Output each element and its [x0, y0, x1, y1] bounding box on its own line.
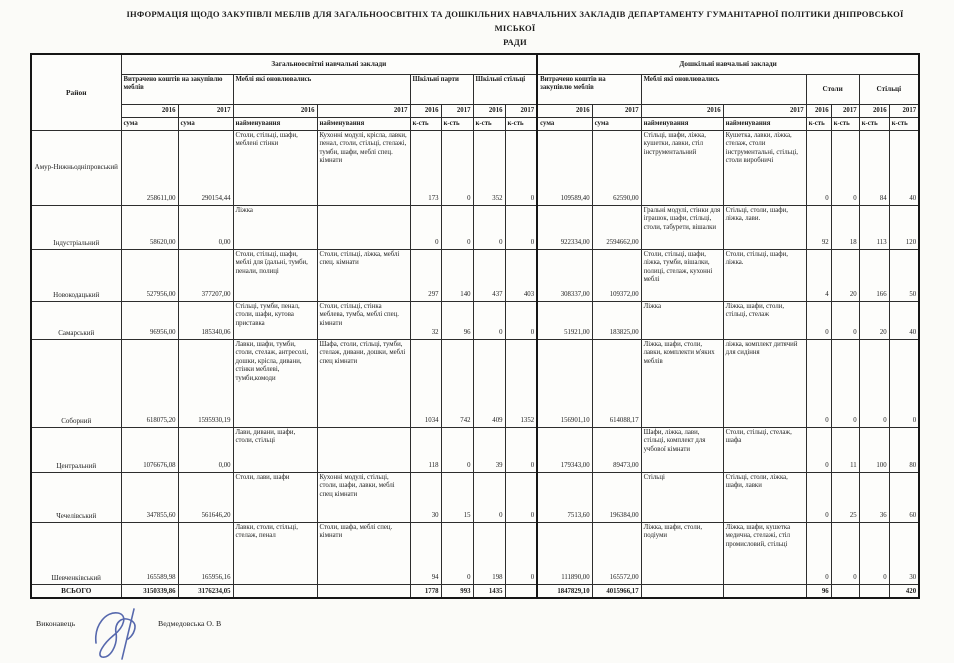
cell-preschool-tables-2016: 92 [806, 205, 831, 249]
table-row [31, 427, 919, 472]
cell-preschool-chairs-2016: 20 [859, 301, 889, 339]
cell-school-furn-2016: Ліжка [233, 205, 317, 249]
cell-school-chairs-2017: 1352 [505, 339, 537, 427]
col-header-preschool-spent: Витрачено коштів на закупівлю меблів [537, 74, 641, 104]
year-cell: 2016 [121, 104, 178, 117]
cell-preschool-spent-2017: 165572,00 [592, 522, 641, 584]
cell-school-desks-2017: 0 [441, 205, 473, 249]
cell-preschool-spent-2016: 51921,00 [537, 301, 592, 339]
cell-school-chairs-2016: 0 [473, 472, 505, 522]
cell-preschool-spent-2017: 62590,00 [592, 130, 641, 205]
table-row [31, 339, 919, 427]
table-row [31, 130, 919, 205]
table-row [31, 249, 919, 301]
cell-school-furn-2017: Шафа, столи, стільці, тумби, стелаж, дивани, дошки, меблі спец кімнати [317, 339, 410, 427]
cell-region: Чечелівський [31, 472, 121, 522]
cell-preschool-furn-2017: Столи, стільці, шафи, ліжка. [723, 249, 806, 301]
cell-school-desks-2016: 94 [410, 522, 441, 584]
measure-cell: к-сть [410, 117, 441, 130]
cell-preschool-furn-2017: Кушетка, лавки, ліжка, стелаж, столи інструментальні, стільці, столи виробничі [723, 130, 806, 205]
cell-preschool-tables-2017: 0 [831, 522, 859, 584]
cell-school-furn-2016 [233, 584, 317, 598]
table-row [31, 301, 919, 339]
cell-school-furn-2016: Стільці, тумби, пенал, столи, шафи, кутова приставка [233, 301, 317, 339]
cell-school-desks-2017: 742 [441, 339, 473, 427]
cell-region: ВСЬОГО [31, 584, 121, 598]
cell-school-furn-2017 [317, 427, 410, 472]
measure-cell: сума [178, 117, 233, 130]
cell-school-spent-2017: 377207,00 [178, 249, 233, 301]
cell-school-furn-2016: Столи, стільці, шафи, меблені стінки [233, 130, 317, 205]
cell-school-furn-2017: Столи, стільці, стінка меблева, тумба, меблі спец. кімнати [317, 301, 410, 339]
cell-preschool-chairs-2017: 80 [889, 427, 919, 472]
col-header-school-spent: Витрачено коштів на закупівлю меблів [121, 74, 233, 104]
signature [88, 605, 158, 661]
cell-school-chairs-2017: 0 [505, 130, 537, 205]
cell-school-furn-2016: Лавки, шафи, тумби, столи, стелаж, антресолі, дошки, крісла, дивани, стінки меблеві, тумби,комоди [233, 339, 317, 427]
cell-preschool-tables-2016: 96 [806, 584, 831, 598]
document-footer [36, 613, 954, 663]
col-header-preschool-furniture: Меблі які оновлювались [641, 74, 806, 104]
cell-preschool-chairs-2016 [859, 584, 889, 598]
cell-school-chairs-2017: 403 [505, 249, 537, 301]
year-cell: 2016 [641, 104, 723, 117]
cell-preschool-furn-2017: Столи, стільці, стелаж, шафа [723, 427, 806, 472]
cell-preschool-spent-2017: 614088,17 [592, 339, 641, 427]
cell-preschool-furn-2016: Стільці [641, 472, 723, 522]
group-header-preschool: Дошкільні навчальні заклади [537, 54, 919, 74]
cell-school-desks-2017: 0 [441, 130, 473, 205]
measure-cell: к-сть [831, 117, 859, 130]
cell-preschool-furn-2016: Ліжка [641, 301, 723, 339]
table-row [31, 472, 919, 522]
cell-school-chairs-2017: 0 [505, 205, 537, 249]
cell-region: Амур-Нижньодніпровський [31, 130, 121, 205]
total-row [31, 584, 919, 598]
document-title-line2: РАДИ [503, 36, 527, 47]
cell-school-furn-2016: Лави, дивани, шафи, столи, стільці [233, 427, 317, 472]
col-header-school-chairs: Шкільні стільці [473, 74, 537, 104]
cell-preschool-furn-2016: Ліжка, шафи, столи, подіуми [641, 522, 723, 584]
cell-school-spent-2016: 347855,60 [121, 472, 178, 522]
cell-school-furn-2017: Столи, стільці, ліжка, меблі спец. кімнати [317, 249, 410, 301]
document-title-line1: ІНФОРМАЦІЯ ЩОДО ЗАКУПІВЛІ МЕБЛІВ ДЛЯ ЗАГАЛЬНООСВІТНІХ ТА ДОШКІЛЬНИХ НАВЧАЛЬНИХ ЗАКЛАДІВ ДЕПАРТАМЕНТУ ГУМАНІТАРНОЇ ПОЛІТИКИ ДНІПРОВСЬКОЇ МІСЬКОЇ [126, 9, 904, 33]
cell-school-chairs-2016: 409 [473, 339, 505, 427]
cell-school-furn-2017 [317, 205, 410, 249]
year-cell: 2016 [473, 104, 505, 117]
group-header-school: Загальноосвітні навчальні заклади [121, 54, 537, 74]
cell-school-spent-2017: 290154,44 [178, 130, 233, 205]
cell-school-desks-2017: 0 [441, 522, 473, 584]
cell-preschool-tables-2017: 20 [831, 249, 859, 301]
cell-school-furn-2016: Столи, лави, шафи [233, 472, 317, 522]
cell-region: Новокодацький [31, 249, 121, 301]
measure-cell: к-сть [473, 117, 505, 130]
cell-school-desks-2016: 30 [410, 472, 441, 522]
cell-school-spent-2016: 3150339,86 [121, 584, 178, 598]
cell-school-spent-2016: 58620,00 [121, 205, 178, 249]
cell-preschool-chairs-2016: 0 [859, 522, 889, 584]
cell-preschool-tables-2016: 0 [806, 427, 831, 472]
cell-preschool-spent-2017: 89473,00 [592, 427, 641, 472]
cell-school-spent-2016: 165589,98 [121, 522, 178, 584]
year-cell: 2016 [859, 104, 889, 117]
cell-school-spent-2017: 3176234,05 [178, 584, 233, 598]
cell-preschool-spent-2016: 1847829,10 [537, 584, 592, 598]
cell-school-furn-2017: Кухонні модулі, крісла, лавки, пенал, столи, стільці, стелажі, тумби, шафи, меблі спец. кімнати [317, 130, 410, 205]
year-cell: 2016 [233, 104, 317, 117]
cell-school-furn-2017 [317, 584, 410, 598]
cell-school-desks-2016: 173 [410, 130, 441, 205]
cell-preschool-spent-2017: 183825,00 [592, 301, 641, 339]
table-body [31, 130, 919, 598]
cell-school-desks-2016: 1034 [410, 339, 441, 427]
cell-school-desks-2017: 993 [441, 584, 473, 598]
year-cell: 2017 [317, 104, 410, 117]
cell-preschool-chairs-2017: 420 [889, 584, 919, 598]
cell-preschool-chairs-2016: 166 [859, 249, 889, 301]
cell-preschool-chairs-2017: 50 [889, 249, 919, 301]
cell-preschool-chairs-2016: 0 [859, 339, 889, 427]
cell-school-desks-2017: 140 [441, 249, 473, 301]
cell-preschool-spent-2017: 109372,00 [592, 249, 641, 301]
col-header-school-desks: Шкільні парти [410, 74, 473, 104]
data-table [30, 53, 920, 599]
year-cell: 2016 [537, 104, 592, 117]
cell-preschool-furn-2017: Стільці, столи, шафи, ліжка, лави. [723, 205, 806, 249]
cell-region: Шевченківський [31, 522, 121, 584]
cell-region: Самарський [31, 301, 121, 339]
cell-preschool-furn-2016: Стільці, шафи, ліжка, кушетки, лавки, стіл інструментальний [641, 130, 723, 205]
measure-cell: к-сть [889, 117, 919, 130]
cell-preschool-furn-2017: Стільці, столи, ліжка, шафи, лавки [723, 472, 806, 522]
executor-label: Виконавець [36, 619, 76, 629]
cell-preschool-tables-2016: 0 [806, 522, 831, 584]
cell-preschool-chairs-2017: 60 [889, 472, 919, 522]
cell-school-furn-2017: Столи, шафа, меблі спец. кімнати [317, 522, 410, 584]
cell-school-furn-2017: Кухонні модулі, стільці, столи, шафи, лавки, меблі спец кімнати [317, 472, 410, 522]
cell-preschool-furn-2016: Шафи, ліжка, лави, стільці, комплект для учбової кімнати [641, 427, 723, 472]
cell-preschool-tables-2017 [831, 584, 859, 598]
cell-school-desks-2016: 297 [410, 249, 441, 301]
measure-cell: к-сть [806, 117, 831, 130]
measure-cell: к-сть [441, 117, 473, 130]
year-cell: 2017 [592, 104, 641, 117]
cell-school-desks-2016: 32 [410, 301, 441, 339]
measure-cell: найменування [641, 117, 723, 130]
cell-school-desks-2017: 0 [441, 427, 473, 472]
cell-preschool-spent-2017: 2594662,00 [592, 205, 641, 249]
cell-region: Центральний [31, 427, 121, 472]
cell-preschool-chairs-2016: 36 [859, 472, 889, 522]
cell-school-spent-2016: 527956,00 [121, 249, 178, 301]
measure-cell: найменування [233, 117, 317, 130]
cell-school-spent-2016: 618075,20 [121, 339, 178, 427]
year-cell: 2016 [410, 104, 441, 117]
cell-school-chairs-2017: 0 [505, 301, 537, 339]
cell-preschool-tables-2016: 4 [806, 249, 831, 301]
cell-preschool-spent-2016: 156901,10 [537, 339, 592, 427]
cell-school-desks-2016: 1778 [410, 584, 441, 598]
measure-row [31, 117, 919, 130]
cell-preschool-tables-2017: 18 [831, 205, 859, 249]
cell-school-desks-2017: 96 [441, 301, 473, 339]
year-cell: 2017 [723, 104, 806, 117]
cell-preschool-spent-2016: 109589,40 [537, 130, 592, 205]
cell-school-chairs-2016: 0 [473, 205, 505, 249]
cell-preschool-tables-2017: 0 [831, 301, 859, 339]
year-cell: 2016 [806, 104, 831, 117]
cell-preschool-chairs-2017: 30 [889, 522, 919, 584]
cell-region: Соборний [31, 339, 121, 427]
cell-preschool-furn-2017: Ліжка, шафи, кушетка медична, стелажі, стіл промисловий, стільці [723, 522, 806, 584]
cell-school-chairs-2016: 1435 [473, 584, 505, 598]
cell-school-chairs-2017: 0 [505, 472, 537, 522]
col-header-preschool-tables: Столи [806, 74, 859, 104]
cell-preschool-spent-2016: 111890,00 [537, 522, 592, 584]
document-title [110, 8, 920, 49]
cell-preschool-tables-2016: 0 [806, 130, 831, 205]
cell-preschool-chairs-2017: 40 [889, 130, 919, 205]
cell-school-spent-2017: 0,00 [178, 205, 233, 249]
cell-preschool-chairs-2017: 0 [889, 339, 919, 427]
year-cell: 2017 [831, 104, 859, 117]
cell-school-spent-2016: 258611,00 [121, 130, 178, 205]
cell-school-desks-2016: 118 [410, 427, 441, 472]
cell-preschool-furn-2017: ліжка, комплект дитячий для сидіння [723, 339, 806, 427]
cell-school-spent-2017: 165956,16 [178, 522, 233, 584]
cell-preschool-chairs-2016: 84 [859, 130, 889, 205]
table-row [31, 522, 919, 584]
cell-preschool-furn-2017 [723, 584, 806, 598]
cell-school-chairs-2016: 352 [473, 130, 505, 205]
cell-preschool-chairs-2017: 40 [889, 301, 919, 339]
cell-preschool-spent-2016: 7513,60 [537, 472, 592, 522]
cell-school-spent-2016: 96956,00 [121, 301, 178, 339]
cell-preschool-spent-2016: 308337,00 [537, 249, 592, 301]
year-row [31, 104, 919, 117]
cell-school-chairs-2016: 198 [473, 522, 505, 584]
cell-preschool-furn-2016 [641, 584, 723, 598]
col-header-region: Район [31, 54, 121, 130]
measure-cell: сума [537, 117, 592, 130]
cell-preschool-spent-2017: 196384,00 [592, 472, 641, 522]
cell-school-spent-2017: 561646,20 [178, 472, 233, 522]
cell-preschool-tables-2016: 0 [806, 339, 831, 427]
cell-preschool-chairs-2016: 100 [859, 427, 889, 472]
cell-preschool-furn-2016: Ліжка, шафи, столи, лавки, комплекти м'яких меблів [641, 339, 723, 427]
executor-name: Ведмедовська О. В [158, 619, 222, 629]
col-header-school-furniture: Меблі які оновлювались [233, 74, 410, 104]
cell-school-furn-2016: Столи, стільці, шафи, меблі для їдальні, тумби, пенали, полиці [233, 249, 317, 301]
cell-preschool-chairs-2017: 120 [889, 205, 919, 249]
cell-school-spent-2017: 185340,06 [178, 301, 233, 339]
table-row [31, 205, 919, 249]
cell-preschool-furn-2017: Ліжка, шафи, столи, стільці, стелаж [723, 301, 806, 339]
cell-school-desks-2017: 15 [441, 472, 473, 522]
cell-school-chairs-2017: 0 [505, 522, 537, 584]
year-cell: 2017 [441, 104, 473, 117]
measure-cell: к-сть [505, 117, 537, 130]
cell-preschool-tables-2017: 0 [831, 130, 859, 205]
cell-preschool-spent-2016: 922334,00 [537, 205, 592, 249]
year-cell: 2017 [505, 104, 537, 117]
cell-school-chairs-2017: 0 [505, 427, 537, 472]
cell-school-chairs-2017 [505, 584, 537, 598]
cell-school-furn-2016: Лавки, столи, стільці, стелаж, пенал [233, 522, 317, 584]
cell-preschool-furn-2016: Гральні модулі, стінки для іграшок, шафи, стільці, столи, табурети, вішалки [641, 205, 723, 249]
year-cell: 2017 [178, 104, 233, 117]
cell-school-chairs-2016: 39 [473, 427, 505, 472]
cell-preschool-tables-2016: 0 [806, 472, 831, 522]
col-header-preschool-chairs: Стільці [859, 74, 919, 104]
measure-cell: найменування [723, 117, 806, 130]
cell-school-spent-2017: 0,00 [178, 427, 233, 472]
cell-preschool-chairs-2016: 113 [859, 205, 889, 249]
measure-cell: сума [121, 117, 178, 130]
cell-preschool-tables-2017: 0 [831, 339, 859, 427]
cell-preschool-spent-2017: 4015966,17 [592, 584, 641, 598]
year-cell: 2017 [889, 104, 919, 117]
cell-preschool-tables-2017: 11 [831, 427, 859, 472]
cell-preschool-tables-2017: 25 [831, 472, 859, 522]
measure-cell: к-сть [859, 117, 889, 130]
measure-cell: найменування [317, 117, 410, 130]
measure-cell: сума [592, 117, 641, 130]
cell-region: Індустріальний [31, 205, 121, 249]
table-header [31, 54, 919, 130]
cell-school-desks-2016: 0 [410, 205, 441, 249]
cell-school-spent-2016: 1076676,08 [121, 427, 178, 472]
cell-school-chairs-2016: 0 [473, 301, 505, 339]
cell-school-spent-2017: 1595930,19 [178, 339, 233, 427]
cell-preschool-furn-2016: Столи, стільці, шафи, ліжка, тумби, вішалки, полиці, стелаж, кухонні меблі [641, 249, 723, 301]
cell-preschool-tables-2016: 0 [806, 301, 831, 339]
cell-preschool-spent-2016: 179343,00 [537, 427, 592, 472]
cell-school-chairs-2016: 437 [473, 249, 505, 301]
